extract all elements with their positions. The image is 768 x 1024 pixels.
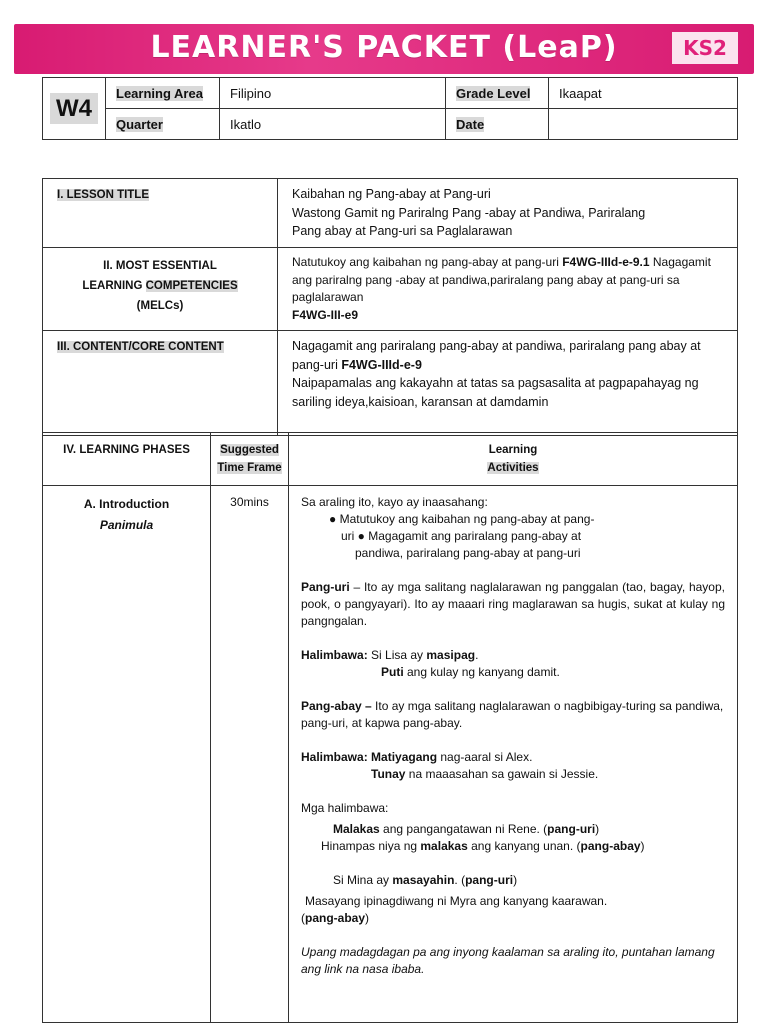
content-label-cell [43, 331, 278, 436]
objective-bullet: uri ● Magagamit ang pariralang pang-abay at [341, 529, 582, 543]
sentence-2 [301, 838, 725, 855]
lesson-title-line: Wastong Gamit ng Pariralng Pang -abay at Pandiwa, Pariralang [292, 205, 646, 220]
intro-title: A. Introduction [83, 497, 170, 511]
melcs-label-line-1: II. MOST ESSENTIAL [103, 260, 217, 272]
example-tag: pang-abay [580, 839, 641, 853]
example-word: Matiyagang [371, 750, 438, 764]
objective-bullet: pandiwa, pariralang pang-abay at pang-uri [355, 546, 581, 560]
melcs-label [57, 256, 263, 316]
date-label: Date [456, 116, 485, 132]
melcs-text-2: Nagagamit ang pariralng pang -abay at pandiwa,pariralang pang abay at pang-uri sa paglalarawan [292, 255, 711, 304]
learning-area-value: Filipino [220, 78, 446, 109]
week-label: W4 [50, 93, 98, 124]
intro-phase-cell [43, 486, 211, 1023]
intro-activities-cell [289, 486, 738, 1023]
packet-banner [14, 24, 754, 74]
intro-subtitle: Panimula [99, 518, 154, 532]
example-label: Halimbawa: [301, 648, 368, 662]
phases-col-header [43, 433, 211, 486]
melcs-content [278, 248, 738, 331]
grade-level-value: Ikaapat [549, 78, 738, 109]
example-word: masayahin [392, 873, 455, 887]
lesson-title-line: Pang abay at Pang-uri sa Paglalarawan [292, 224, 513, 238]
content-code-1: F4WG-IIId-e-9 [341, 357, 422, 372]
activities-col-label-1: Learning [488, 444, 538, 456]
example-3 [301, 749, 725, 766]
activities-col-header [289, 433, 738, 486]
learning-area-label: Learning Area [116, 85, 203, 101]
lesson-title-line: Kaibahan ng Pang-abay at Pang-uri [292, 187, 491, 201]
panguri-term: Pang-uri [301, 580, 350, 594]
melcs-label-line-3: (MELCs) [136, 300, 184, 312]
melcs-code-1: F4WG-IIId-e-9.1 [562, 255, 650, 269]
example-text: ang kanyang unan. ( [467, 839, 581, 853]
example-word: malakas [420, 839, 468, 853]
example-text: Hinampas niya ng [321, 839, 421, 853]
content-text-2: Naipapamalas ang kakayahn at tatas sa pagsasalita at pagpapahayag ng sariling ideya,kaisioan, karansan at damdamin [292, 376, 699, 409]
example-1 [301, 647, 725, 664]
melcs-label-cell [43, 248, 278, 331]
example-text: ( [301, 911, 305, 925]
sentence-4-tag [301, 910, 725, 927]
melcs-label-competencies: COMPETENCIES [145, 280, 238, 292]
panguri-def: – Ito ay mga salitang naglalarawan ng panggalan (tao, bagay, hayop, pook, o pangyayari). Ito ay maaari ring maglarawan sa hugis, sukat at kulay ng pangngalan. [301, 580, 725, 628]
example-text: ) [595, 822, 600, 836]
intro-time-cell [211, 486, 289, 1023]
closing-note: Upang madagdagan pa ang inyong kaalaman sa araling ito, puntahan lamang ang link na nasa ibaba. [301, 945, 715, 976]
example-text: nag-aaral si Alex. [437, 750, 533, 764]
quarter-value: Ikatlo [220, 109, 446, 140]
lesson-title-content [278, 179, 738, 248]
example-text: ang kulay ng kanyang damit. [403, 665, 560, 679]
example-word: Puti [381, 665, 404, 679]
example-text: . ( [454, 873, 466, 887]
example-tag: pang-uri [547, 822, 596, 836]
sentence-4: Masayang ipinagdiwang ni Myra ang kanyang kaarawan. [305, 894, 608, 908]
pangabay-def: Ito ay mga salitang naglalarawan o nagbibigay-turing sa pandiwa, pang-uri, at kapwa pang-abay. [301, 699, 724, 730]
example-word: Tunay [371, 767, 406, 781]
example-word: Malakas [333, 822, 380, 836]
learning-phases-table [42, 432, 738, 1023]
learning-area-label-cell [106, 78, 220, 109]
grade-level-label-cell [446, 78, 549, 109]
melcs-text-1: Natutukoy ang kaibahan ng pang-abay at pang-uri [292, 255, 563, 269]
lesson-title-label: I. LESSON TITLE [57, 189, 150, 201]
example-text: ) [365, 911, 370, 925]
phases-col-1-label: IV. LEARNING PHASES [63, 444, 190, 456]
activities-col-label-2: Activities [487, 462, 539, 474]
time-col-header [211, 433, 289, 486]
content-label: III. CONTENT/CORE CONTENT [57, 341, 224, 353]
examples-heading: Mga halimbawa: [301, 801, 389, 815]
content-body [278, 331, 738, 436]
grade-level-label: Grade Level [456, 85, 531, 101]
example-text: ang pangangatawan ni Rene. ( [379, 822, 548, 836]
melcs-code-2: F4WG-III-e9 [292, 307, 359, 322]
panguri-definition [301, 579, 725, 630]
activities-lead: Sa araling ito, kayo ay inaasahang: [301, 495, 488, 509]
example-text: . [475, 648, 479, 662]
intro-time: 30mins [230, 495, 269, 509]
date-label-cell [446, 109, 549, 140]
content-text-1: Nagagamit ang pariralang pang-abay at pandiwa, pariralang pang abay at pang-uri [292, 339, 701, 372]
lesson-title-label-cell [43, 179, 278, 248]
example-text: ) [513, 873, 518, 887]
example-tag: pang-abay [305, 911, 366, 925]
pangabay-definition [301, 698, 725, 732]
time-col-label-2: Time Frame [217, 462, 282, 474]
example-tag: pang-uri [465, 873, 514, 887]
pangabay-term: Pang-abay – [301, 699, 372, 713]
sentence-3 [301, 872, 725, 889]
header-table [42, 77, 738, 140]
lesson-table [42, 178, 738, 436]
banner-title: LEARNER'S PACKET (LeaP) [150, 30, 618, 65]
ks2-badge: KS2 [672, 32, 738, 64]
example-label: Halimbawa: [301, 750, 368, 764]
quarter-label: Quarter [116, 116, 163, 132]
quarter-label-cell [106, 109, 220, 140]
week-cell [43, 78, 106, 140]
sentence-1 [301, 821, 725, 838]
example-text: Si Mina ay [333, 873, 393, 887]
example-text: na maaasahan sa gawain si Jessie. [405, 767, 599, 781]
melcs-label-line-2: LEARNING [82, 280, 146, 292]
objective-bullet: ● Matutukoy ang kaibahan ng pang-abay at pang- [329, 512, 595, 526]
example-word: masipag [426, 648, 476, 662]
date-value [549, 109, 738, 140]
example-text: ) [640, 839, 645, 853]
example-text: Si Lisa ay [367, 648, 427, 662]
example-2 [301, 664, 725, 681]
time-col-label-1: Suggested [220, 444, 279, 456]
example-4 [301, 766, 725, 783]
